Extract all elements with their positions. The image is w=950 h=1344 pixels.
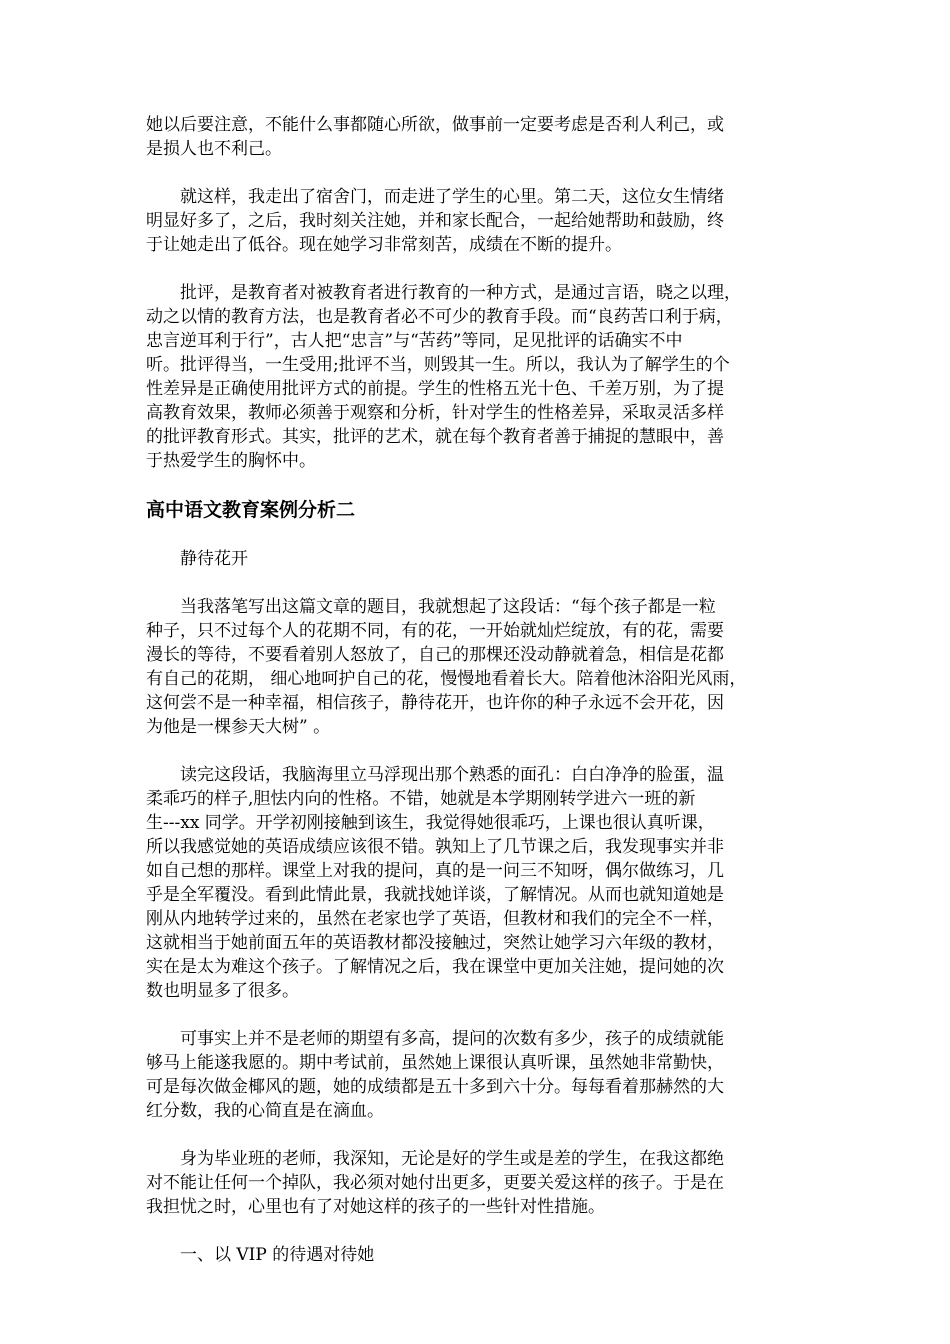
document-page	[146, 113, 806, 1291]
paragraph-2: 就这样，我走出了宿舍门，而走进了学生的心里。第二天，这位女生情绪 明显好多了，之后，我时刻关注她，并和家长配合，一起给她帮助和鼓励，终 于让她走出了低谷。现在她学习非常刻苦，成绩在不断的提升。	[146, 187, 724, 255]
subtitle: 静待花开	[180, 549, 248, 569]
paragraph-3: 批评，是教育者对被教育者进行教育的一种方式，是通过言语，晓之以理， 动之以情的教育方法，也是教育者必不可少的教育手段。而“良药苦口利于病， 忠言逆耳利于行”，古人把“忠言”与“苦药”等同，足见批评的话确实不中 听。批评得当，一生受用;批评不当，则毁其一生。所以，我认为了解学生的个 性差异是正确使用批评方式的前提。学生的性格五光十色、千差万别，为了提 高教育效果，教师必须善于观察和分析，针对学生的性格差异，采取灵活多样 的批评教育形式。其实，批评的艺术，就在每个教育者善于捕捉的慧眼中，善 于热爱学生的胸怀中。	[146, 283, 741, 471]
paragraph-6: 可事实上并不是老师的期望有多高，提问的次数有多少，孩子的成绩就能 够马上能遂我愿的。期中考试前，虽然她上课很认真听课，虽然她非常勤快， 可是每次做金椰风的题，她的成绩都是五十多到六十分。每每看着那赫然的大 红分数，我的心简直是在滴血。	[146, 1029, 724, 1121]
section-heading: 高中语文教育案例分析二	[146, 499, 356, 521]
paragraph-4: 当我落笔写出这篇文章的题目，我就想起了这段话：“每个孩子都是一粒 种子，只不过每个人的花期不同，有的花，一开始就灿烂绽放，有的花，需要 漫长的等待，不要看着别人怒放了，自己的那棵还没动静就着急，相信是花都 有自己的花期， 细心地呵护自己的花，慢慢地看着长大。陪着他沐浴阳光风雨， 这何尝不是一种幸福，相信孩子，静待花开，也许你的种子永远不会开花，因 为他是一棵参天大树” 。	[146, 597, 747, 737]
paragraph-1: 她以后要注意，不能什么事都随心所欲，做事前一定要考虑是否利人利己，或 是损人也不利己。	[146, 115, 724, 159]
paragraph-7: 身为毕业班的老师，我深知，无论是好的学生或是差的学生，在我这都绝 对不能让任何一个掉队，我必须对她付出更多，更要关爱这样的孩子。于是在 我担忧之时，心里也有了对她这样的孩子的一些针对性措施。	[146, 1149, 724, 1217]
list-item-1: 一、以 VIP 的待遇对待她	[180, 1245, 375, 1265]
paragraph-5: 读完这段话，我脑海里立马浮现出那个熟悉的面孔：白白净净的脸蛋，温 柔乖巧的样子,胆怯内向的性格。不错，她就是本学期刚转学进六一班的新 生---xx 同学。开学初刚接触到该生，我觉得她很乖巧，上课也很认真听课， 所以我感觉她的英语成绩应该很不错。孰知上了几节课之后，我发现事实并非 如自己想的那样。课堂上对我的提问，真的是一问三不知呀，偶尔做练习，几 乎是全军覆没。看到此情此景，我就找她详谈，了解情况。从而也就知道她是 刚从内地转学过来的，虽然在老家也学了英语，但教材和我们的完全不一样， 这就相当于她前面五年的英语教材都没接触过，突然让她学习六年级的教材， 实在是太为难这个孩子。了解情况之后，我在课堂中更加关注她，提问她的次 数也明显多了很多。	[146, 765, 724, 1001]
